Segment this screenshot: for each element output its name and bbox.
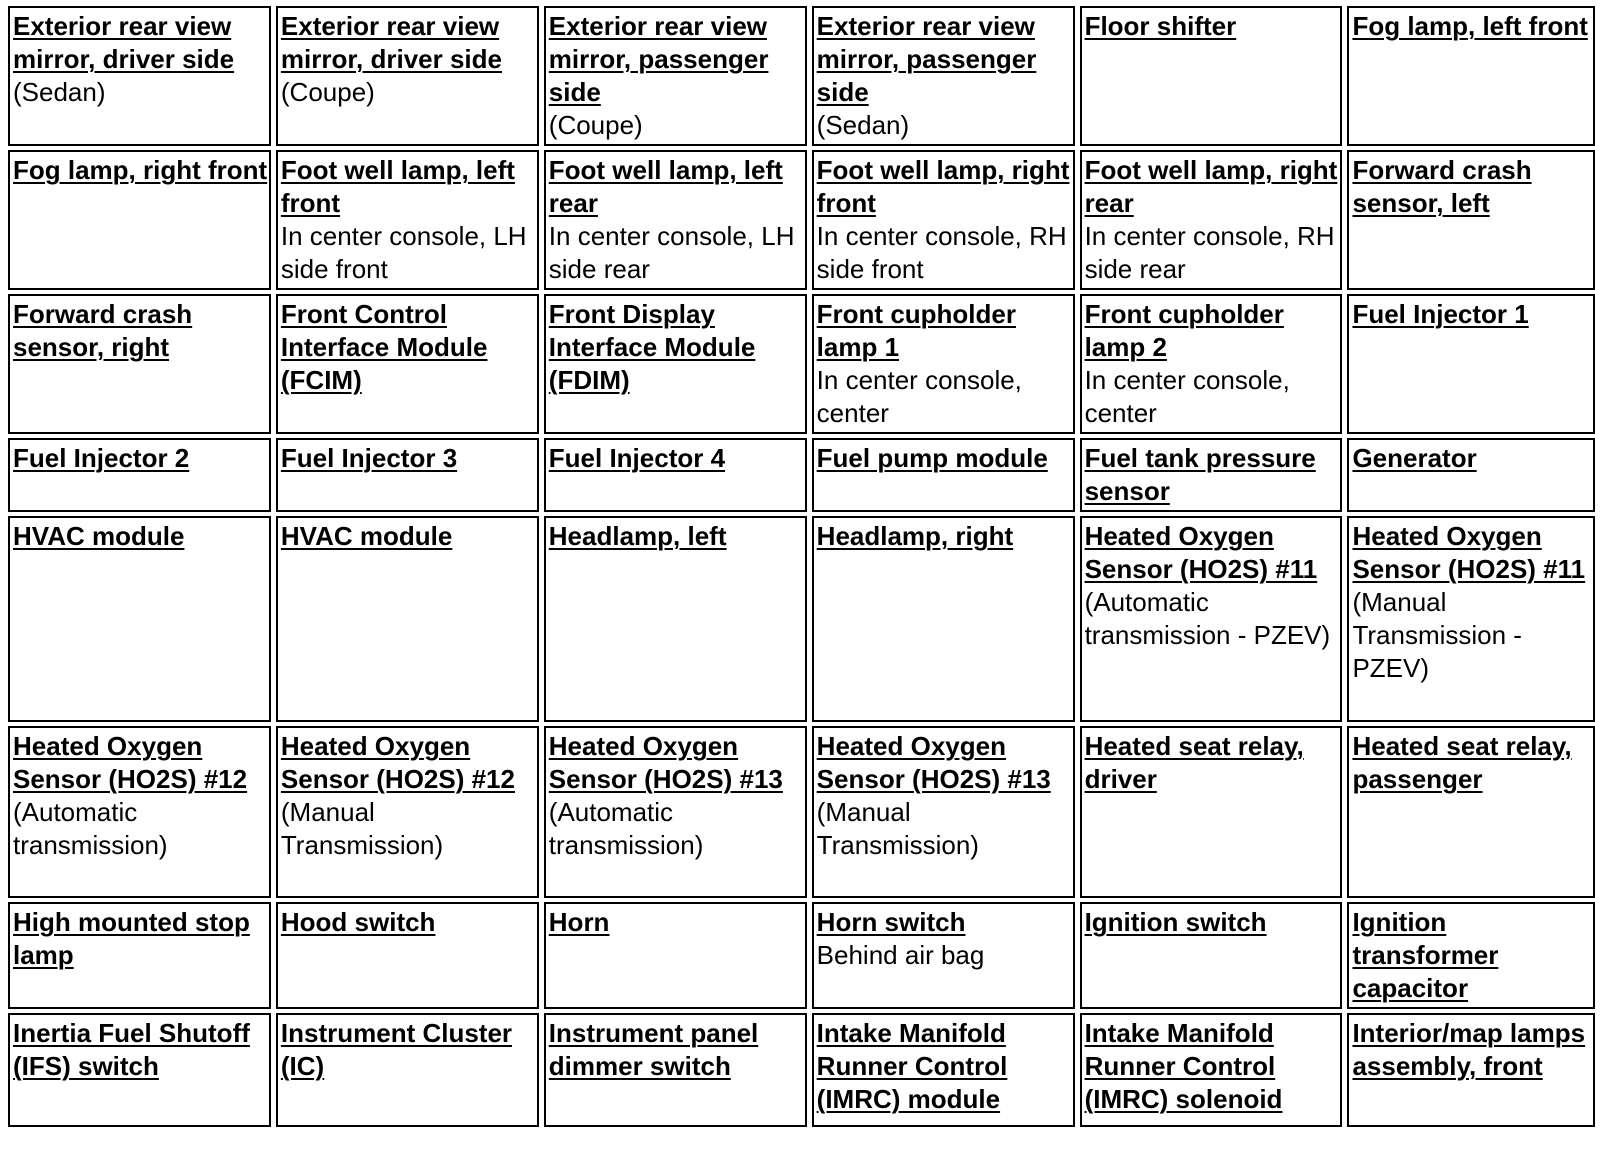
- component-link[interactable]: Exterior rear view mirror, driver side: [13, 11, 235, 74]
- table-row: [8, 150, 1595, 290]
- table-cell: [1080, 1013, 1343, 1127]
- table-cell: [1347, 150, 1595, 290]
- component-link[interactable]: Fuel Injector 3: [280, 443, 458, 473]
- component-link[interactable]: Forward crash sensor, left: [1352, 155, 1532, 218]
- table-row: [8, 294, 1595, 434]
- table-cell: [8, 294, 271, 434]
- component-link[interactable]: Front Display Interface Module (FDIM): [548, 299, 756, 395]
- component-link[interactable]: Exterior rear view mirror, driver side: [280, 11, 502, 74]
- table-cell: [812, 726, 1075, 898]
- table-cell: [1347, 438, 1595, 512]
- component-link[interactable]: Inertia Fuel Shutoff (IFS) switch: [13, 1018, 250, 1081]
- component-link[interactable]: Ignition transformer capacitor: [1352, 907, 1499, 1003]
- table-cell: [276, 294, 539, 434]
- table-cell: [8, 726, 271, 898]
- table-cell: [544, 438, 807, 512]
- table-cell: [1347, 294, 1595, 434]
- location-note: In center console, RH side rear: [1084, 221, 1335, 284]
- component-link[interactable]: Heated Oxygen Sensor (HO2S) #11: [1084, 521, 1318, 584]
- component-link[interactable]: Forward crash sensor, right: [13, 299, 193, 362]
- table-cell: [812, 902, 1075, 1009]
- component-link[interactable]: Interior/map lamps assembly, front: [1352, 1018, 1586, 1081]
- component-link[interactable]: Hood switch: [280, 907, 436, 937]
- table-cell: [8, 438, 271, 512]
- table-cell: [1080, 438, 1343, 512]
- table-cell: [276, 516, 539, 722]
- location-note: (Automatic transmission - PZEV): [1084, 587, 1331, 650]
- table-cell: [1080, 150, 1343, 290]
- table-cell: [1080, 6, 1343, 146]
- table-cell: [1080, 294, 1343, 434]
- component-link[interactable]: Fuel Injector 4: [548, 443, 726, 473]
- component-link[interactable]: Instrument Cluster (IC): [280, 1018, 513, 1081]
- table-cell: [1080, 902, 1343, 1009]
- location-note: (Manual Transmission): [280, 797, 444, 860]
- component-link[interactable]: Headlamp, left: [548, 521, 727, 551]
- table-cell: [812, 294, 1075, 434]
- table-cell: [544, 150, 807, 290]
- component-link[interactable]: Heated seat relay, passenger: [1352, 731, 1572, 794]
- component-location-table: [3, 2, 1600, 1131]
- component-link[interactable]: Heated Oxygen Sensor (HO2S) #12: [280, 731, 515, 794]
- component-link[interactable]: Intake Manifold Runner Control (IMRC) module: [816, 1018, 1008, 1114]
- component-link[interactable]: Horn switch: [816, 907, 966, 937]
- table-row: [8, 902, 1595, 1009]
- component-link[interactable]: Heated Oxygen Sensor (HO2S) #12: [13, 731, 248, 794]
- location-note: (Automatic transmission): [548, 797, 704, 860]
- location-note: (Manual Transmission): [816, 797, 979, 860]
- table-row: [8, 438, 1595, 512]
- component-link[interactable]: High mounted stop lamp: [13, 907, 250, 970]
- table-cell: [812, 1013, 1075, 1127]
- table-cell: [812, 150, 1075, 290]
- table-cell: [276, 1013, 539, 1127]
- table-cell: [8, 516, 271, 722]
- location-note: (Sedan): [13, 77, 106, 107]
- table-cell: [1080, 726, 1343, 898]
- component-link[interactable]: Instrument panel dimmer switch: [548, 1018, 759, 1081]
- location-note: Behind air bag: [816, 940, 985, 970]
- component-link[interactable]: Heated Oxygen Sensor (HO2S) #11: [1352, 521, 1586, 584]
- component-link[interactable]: Floor shifter: [1084, 11, 1237, 41]
- component-link[interactable]: Heated Oxygen Sensor (HO2S) #13: [816, 731, 1051, 794]
- table-cell: [8, 6, 271, 146]
- table-cell: [544, 6, 807, 146]
- location-note: (Sedan): [816, 110, 910, 140]
- table-row: [8, 516, 1595, 722]
- component-link[interactable]: HVAC module: [280, 521, 453, 551]
- component-link[interactable]: Foot well lamp, left rear: [548, 155, 783, 218]
- component-link[interactable]: Exterior rear view mirror, passenger side: [548, 11, 769, 107]
- component-link[interactable]: Fog lamp, left front: [1352, 11, 1588, 41]
- table-cell: [812, 438, 1075, 512]
- component-link[interactable]: Front cupholder lamp 1: [816, 299, 1016, 362]
- table-cell: [276, 902, 539, 1009]
- component-link[interactable]: Heated seat relay, driver: [1084, 731, 1304, 794]
- component-link[interactable]: Front cupholder lamp 2: [1084, 299, 1284, 362]
- location-note: In center console, LH side front: [280, 221, 527, 284]
- location-note: (Manual Transmission - PZEV): [1352, 587, 1522, 683]
- table-cell: [276, 150, 539, 290]
- component-link[interactable]: Foot well lamp, right rear: [1084, 155, 1338, 218]
- component-link[interactable]: Horn: [548, 907, 610, 937]
- component-link[interactable]: Fuel Injector 2: [13, 443, 190, 473]
- component-link[interactable]: Foot well lamp, right front: [816, 155, 1070, 218]
- component-link[interactable]: Foot well lamp, left front: [280, 155, 515, 218]
- component-link[interactable]: Ignition switch: [1084, 907, 1267, 937]
- location-note: (Coupe): [548, 110, 643, 140]
- component-link[interactable]: Fuel Injector 1: [1352, 299, 1529, 329]
- component-link[interactable]: Fuel tank pressure sensor: [1084, 443, 1316, 506]
- table-cell: [8, 1013, 271, 1127]
- table-cell: [276, 6, 539, 146]
- table-cell: [812, 6, 1075, 146]
- component-link[interactable]: Front Control Interface Module (FCIM): [280, 299, 488, 395]
- table-cell: [544, 516, 807, 722]
- location-note: In center console, center: [816, 365, 1022, 428]
- table-cell: [1347, 516, 1595, 722]
- component-link[interactable]: HVAC module: [13, 521, 185, 551]
- location-note: (Coupe): [280, 77, 375, 107]
- component-link[interactable]: Intake Manifold Runner Control (IMRC) solenoid: [1084, 1018, 1283, 1114]
- component-link[interactable]: Generator: [1352, 443, 1477, 473]
- table-cell: [544, 294, 807, 434]
- table-cell: [544, 726, 807, 898]
- table-cell: [1080, 516, 1343, 722]
- component-link[interactable]: Exterior rear view mirror, passenger side: [816, 11, 1037, 107]
- table-cell: [1347, 6, 1595, 146]
- table-row: [8, 726, 1595, 898]
- table-cell: [276, 726, 539, 898]
- component-link[interactable]: Headlamp, right: [816, 521, 1014, 551]
- component-link[interactable]: Fog lamp, right front: [13, 155, 268, 185]
- location-note: (Automatic transmission): [13, 797, 168, 860]
- table-cell: [544, 902, 807, 1009]
- table-row: [8, 6, 1595, 146]
- table-cell: [1347, 1013, 1595, 1127]
- table-cell: [812, 516, 1075, 722]
- table-cell: [1347, 726, 1595, 898]
- table-row: [8, 1013, 1595, 1127]
- location-note: In center console, center: [1084, 365, 1290, 428]
- table-cell: [1347, 902, 1595, 1009]
- component-link[interactable]: Fuel pump module: [816, 443, 1048, 473]
- table-cell: [544, 1013, 807, 1127]
- location-note: In center console, RH side front: [816, 221, 1067, 284]
- table-cell: [8, 150, 271, 290]
- component-link[interactable]: Heated Oxygen Sensor (HO2S) #13: [548, 731, 783, 794]
- table-cell: [8, 902, 271, 1009]
- location-note: In center console, LH side rear: [548, 221, 795, 284]
- table-cell: [276, 438, 539, 512]
